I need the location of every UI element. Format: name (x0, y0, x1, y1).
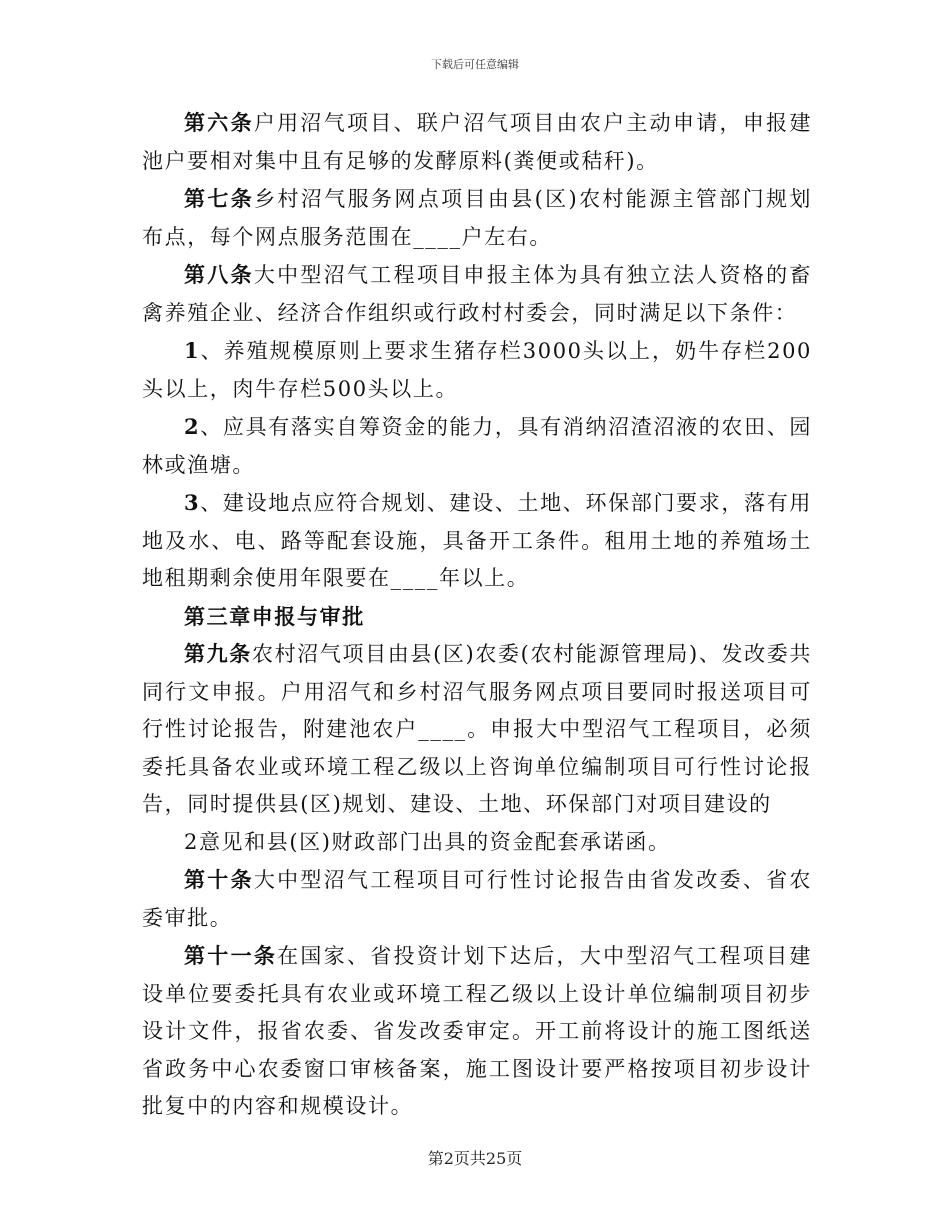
article-9 (142, 635, 812, 824)
article-number: 第十一条 (184, 943, 278, 968)
condition-number: 3 (184, 490, 201, 515)
condition-1 (142, 332, 812, 408)
page-number: 第2页共25页 (427, 1149, 523, 1168)
page-header: 下载后可任意编辑 (431, 58, 519, 71)
article-text: 农村沼气项目由县(区)农委(农村能源管理局)、发改委共同行文申报。户用沼气和乡村沼气服务网点项目要同时报送项目可行性讨论报告，附建池农户____。申报大中型沼气工程项目，必须委托具备农业或环境工程乙级以上咨询单位编制项目可行性讨论报告，同时提供县(区)规划、建设、土地、环保部门对项目建设的 (142, 642, 812, 816)
article-11 (142, 937, 812, 1126)
article-text: 在国家、省投资计划下达后，大中型沼气工程项目建设单位要委托具有农业或环境工程乙级以上设计单位编制项目初步设计文件，报省农委、省发改委审定。开工前将设计的施工图纸送省政务中心农委窗口审核备案，施工图设计要严格按项目初步设计批复中的内容和规模设计。 (142, 944, 812, 1118)
condition-2 (142, 408, 812, 484)
article-text: 大中型沼气工程项目可行性讨论报告由省发改委、省农委审批。 (142, 868, 812, 930)
condition-text: 、建设地点应符合规划、建设、土地、环保部门要求，落有用地及水、电、路等配套设施，具备开工条件。租用土地的养殖场土地租期剩余使用年限要在____年以上。 (142, 491, 812, 590)
document-body (142, 104, 812, 1126)
condition-text: 、应具有落实自筹资金的能力，具有消纳沼渣沼液的农田、园林或渔塘。 (142, 415, 812, 477)
condition-number: 2 (184, 414, 201, 439)
condition-3 (142, 484, 812, 598)
article-10 (142, 861, 812, 937)
article-9-continuation: 2意见和县(区)财政部门出具的资金配套承诺函。 (184, 829, 671, 854)
article-number: 第十条 (184, 867, 254, 892)
article-number: 第七条 (184, 186, 255, 211)
article-number: 第九条 (184, 641, 252, 666)
article-number: 第八条 (184, 262, 254, 287)
article-8 (142, 256, 812, 332)
condition-number: 1 (184, 338, 201, 363)
article-text: 户用沼气项目、联户沼气项目由农户主动申请，申报建池户要相对集中且有足够的发酵原料(粪便或秸秆)。 (142, 111, 812, 173)
article-text: 乡村沼气服务网点项目由县(区)农村能源主管部门规划布点，每个网点服务范围在____户左右。 (142, 187, 812, 249)
article-7 (142, 180, 812, 256)
article-number: 第六条 (184, 110, 254, 135)
condition-text: 、养殖规模原则上要求生猪存栏3000头以上，奶牛存栏200头以上，肉牛存栏500头以上。 (142, 339, 812, 401)
chapter-heading: 第三章申报与审批 (184, 603, 365, 629)
article-text: 大中型沼气工程项目申报主体为具有独立法人资格的畜禽养殖企业、经济合作组织或行政村村委会，同时满足以下条件： (142, 263, 812, 325)
article-6 (142, 104, 812, 180)
